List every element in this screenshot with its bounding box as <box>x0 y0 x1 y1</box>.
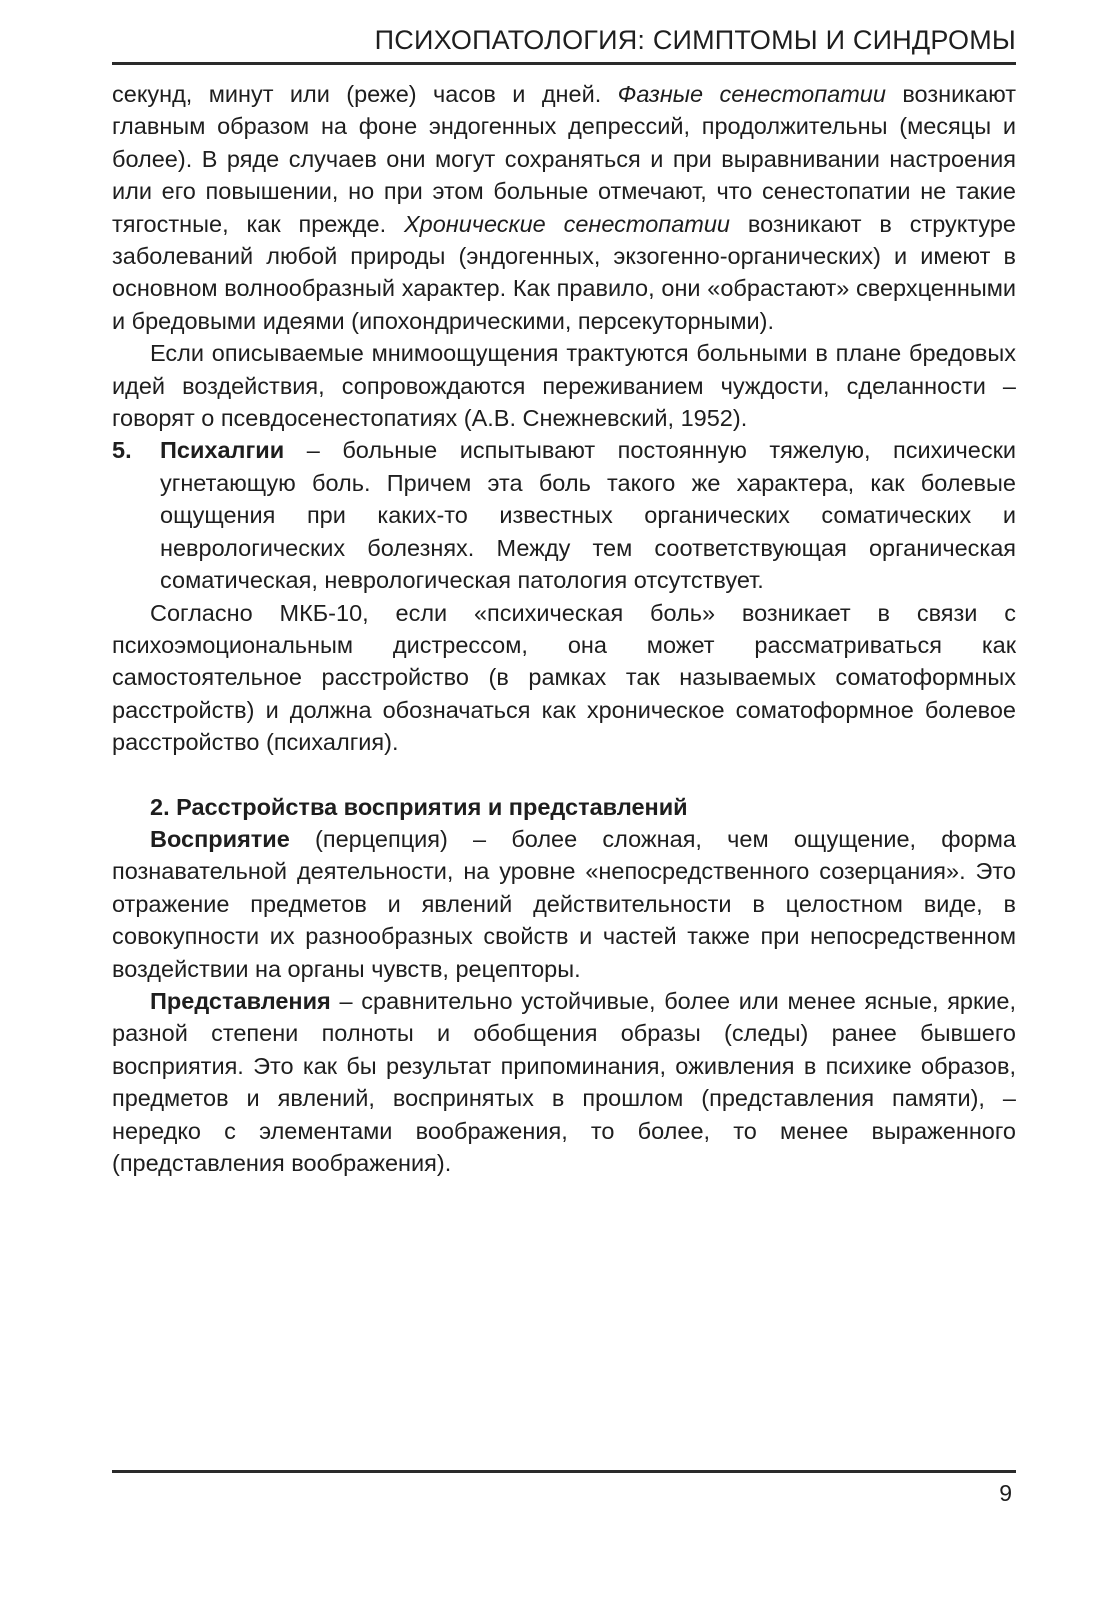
list-number: 5. <box>112 437 132 464</box>
paragraph-icd10: Согласно МКБ-10, если «психическая боль» возникает в связи с психоэмоциональным дистрессом, она может рассматриваться как самостоятельное расстройство (в рамках так называемых соматоформных расстройств) и должна обозначаться как хроническое соматоформное болевое расстройство (психалгия). <box>112 599 1016 756</box>
paragraph-pseudosenestopathies: Если описываемые мнимоощущения трактуются больными в плане бредовых идей воздействия, сопровождаются переживанием чуждости, сделанности – говорят о псевдосенестопатиях (А.В. Снежневский, 1952). <box>112 340 1016 432</box>
page-body <box>112 78 1016 1179</box>
term-representations: Представления <box>150 987 331 1014</box>
list-item-psychalgia <box>112 434 1016 596</box>
list-body: Психалгии – больные испытывают постоянную тяжелую, психически угнетающую боль. Причем эта боль такого же характера, как болевые ощущения при каких-то известных органических соматических и неврологических болезнях. Между тем соответствующая органическая соматическая, неврологическая патология отсутствует. <box>160 437 1016 594</box>
page-number: 9 <box>999 1480 1012 1506</box>
running-header <box>112 18 1016 65</box>
term-perception: Восприятие <box>150 825 290 852</box>
running-title: ПСИХОПАТОЛОГИЯ: СИМПТОМЫ И СИНДРОМЫ <box>374 24 1016 55</box>
term-psychalgia: Психалгии <box>160 437 285 464</box>
paragraph-representations: Представления – сравнительно устойчивые, более или менее ясные, яркие, разной степени полноты и обобщения образы (следы) ранее бывшего восприятия. Это как бы результат припоминания, оживления в психике образов, предметов и явлений, воспринятых в прошлом (представления памяти), – нередко с элементами воображения, то более, то менее выраженного (представления воображения). <box>112 987 1016 1176</box>
section-title: 2. Расстройства восприятия и представлений <box>150 793 688 820</box>
paragraph-senestopathies: секунд, минут или (реже) часов и дней. Фазные сенестопатии возникают главным образом на фоне эндогенных депрессий, продолжительны (месяцы и более). В ряде случаев они могут сохраняться и при выравнивании настроения или его повышении, но при этом больные отмечают, что сенестопатии не такие тягостные, как прежде. Хронические сенестопатии возникают в структуре заболеваний любой природы (эндогенных, экзогенно-органических) и имеют в основном волнообразный характер. Как правило, они «обрастают» сверхценными и бредовыми идеями (ипохондрическими, персекуторными). <box>112 81 1017 334</box>
term-chronic-senestopathies: Хронические сенестопатии <box>403 210 731 237</box>
footer-rule <box>112 1470 1016 1473</box>
paragraph-perception: Восприятие (перцепция) – более сложная, чем ощущение, форма познавательной деятельности, на уровне «непосредственного созерцания». Это отражение предметов и явлений действительности в целостном виде, в совокупности их разнообразных свойств и частей также при непосредственном воздействии на органы чувств, рецепторы. <box>112 825 1016 982</box>
term-phase-senestopathies: Фазные сенестопатии <box>617 81 886 107</box>
